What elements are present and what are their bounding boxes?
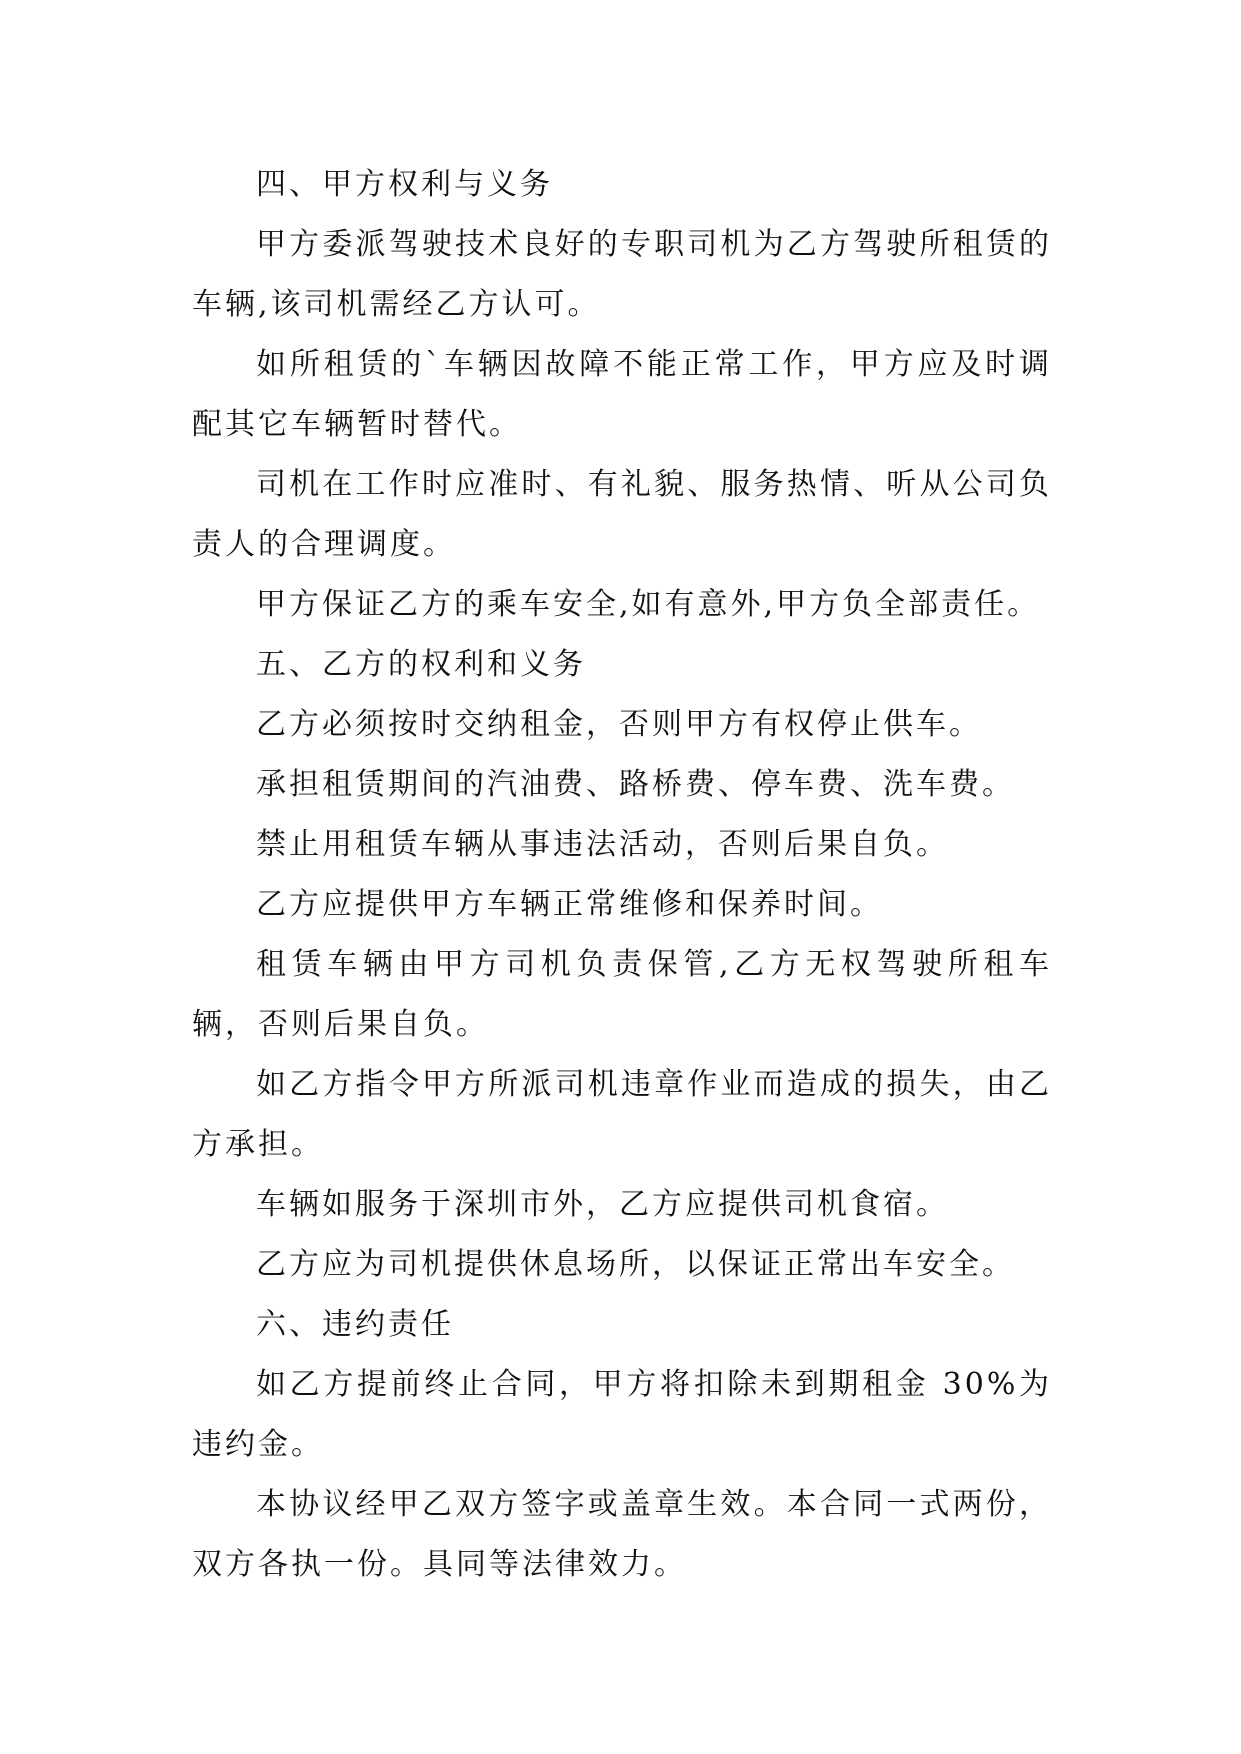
- paragraph: 甲方委派驾驶技术良好的专职司机为乙方驾驶所租赁的车辆,该司机需经乙方认可。: [192, 227, 1052, 322]
- paragraph: 如所租赁的`车辆因故障不能正常工作，甲方应及时调配其它车辆暂时替代。: [192, 347, 1052, 442]
- paragraph: 如乙方指令甲方所派司机违章作业而造成的损失，由乙方承担。: [192, 1067, 1052, 1162]
- section-heading-party-a-rights: 四、甲方权利与义务: [256, 167, 553, 202]
- paragraph: 承担租赁期间的汽油费、路桥费、停车费、洗车费。: [256, 767, 1015, 802]
- paragraph: 如乙方提前终止合同，甲方将扣除未到期租金 30%为违约金。: [192, 1367, 1052, 1462]
- paragraph: 乙方应提供甲方车辆正常维修和保养时间。: [256, 887, 883, 922]
- section-heading-breach-liability: 六、违约责任: [256, 1307, 454, 1342]
- paragraph: 租赁车辆由甲方司机负责保管,乙方无权驾驶所租车辆，否则后果自负。: [192, 947, 1052, 1042]
- paragraph: 车辆如服务于深圳市外，乙方应提供司机食宿。: [256, 1187, 949, 1222]
- paragraph: 司机在工作时应准时、有礼貌、服务热情、听从公司负责人的合理调度。: [192, 467, 1052, 562]
- paragraph: 禁止用租赁车辆从事违法活动，否则后果自负。: [256, 827, 949, 862]
- document-body: [192, 155, 1052, 1595]
- paragraph: 乙方应为司机提供休息场所，以保证正常出车安全。: [256, 1247, 1015, 1282]
- section-heading-party-b-rights: 五、乙方的权利和义务: [256, 647, 586, 682]
- paragraph: 本协议经甲乙双方签字或盖章生效。本合同一式两份，双方各执一份。具同等法律效力。: [192, 1487, 1052, 1582]
- paragraph: 甲方保证乙方的乘车安全,如有意外,甲方负全部责任。: [256, 587, 1041, 622]
- paragraph: 乙方必须按时交纳租金，否则甲方有权停止供车。: [256, 707, 982, 742]
